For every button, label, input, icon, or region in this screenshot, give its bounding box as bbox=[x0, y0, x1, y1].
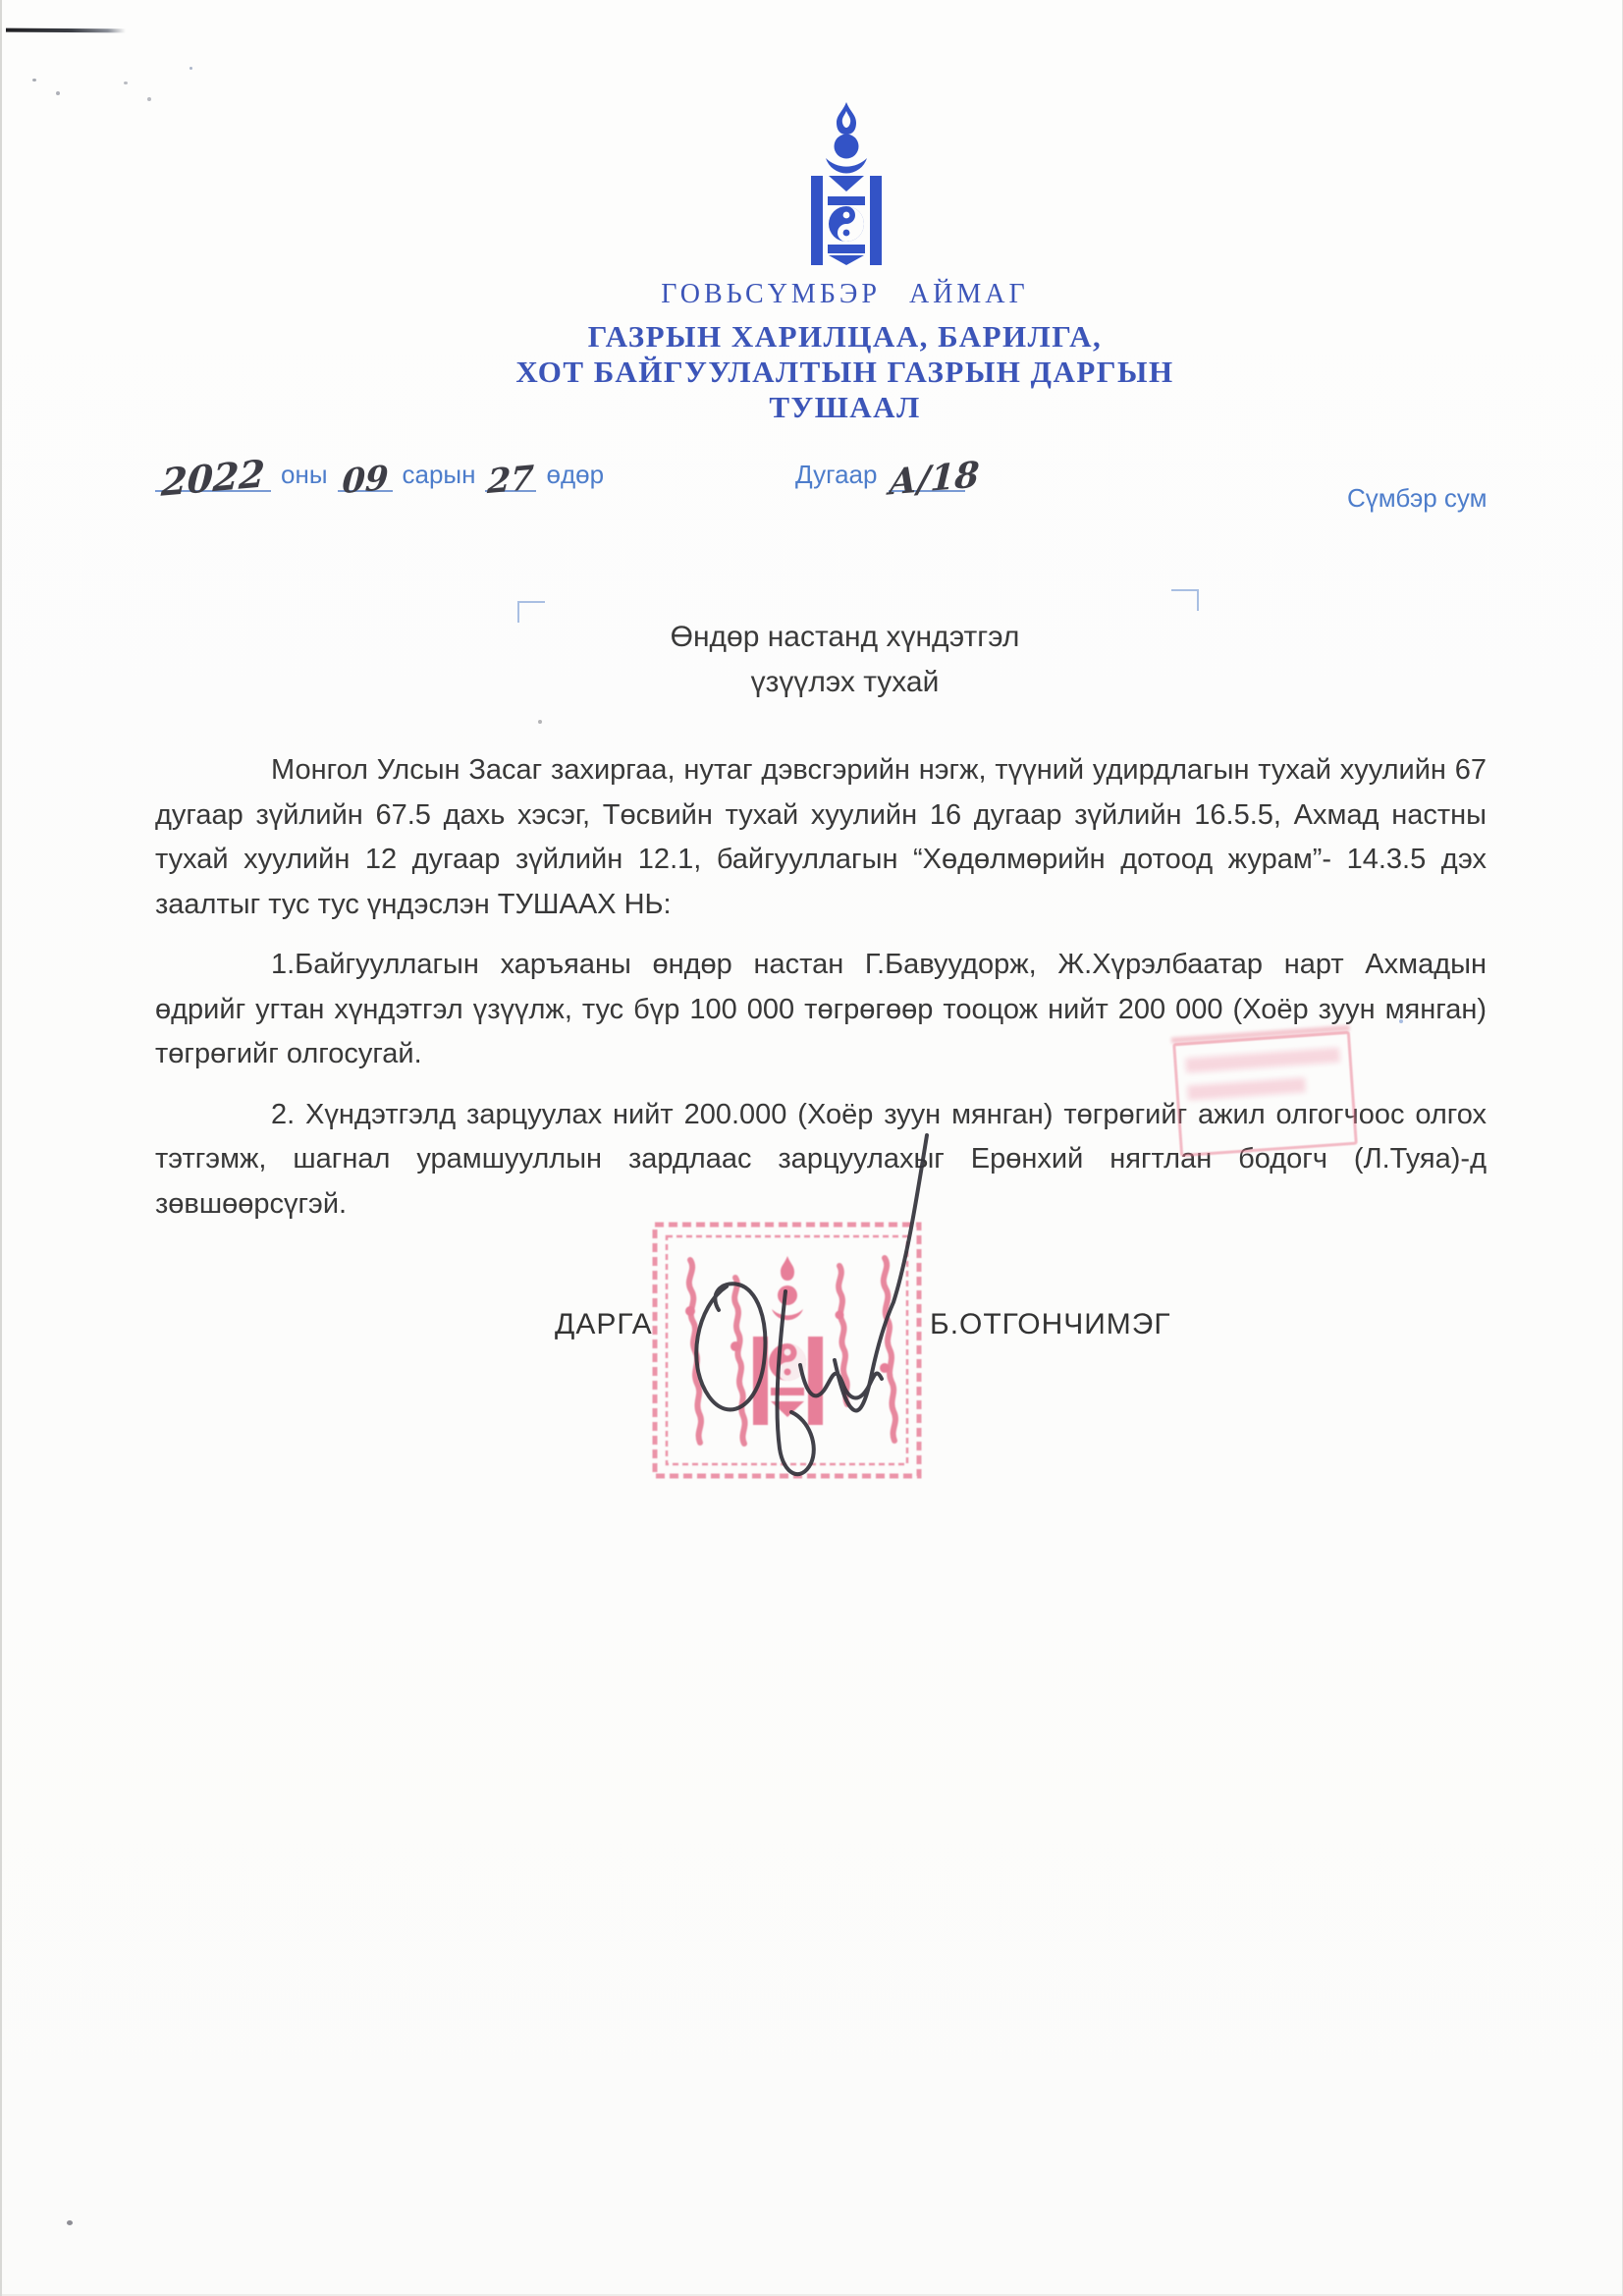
scan-speck bbox=[56, 91, 60, 95]
doc-number-row bbox=[795, 454, 981, 504]
scan-speck bbox=[32, 79, 36, 82]
year-handwritten: 2022 bbox=[160, 451, 266, 505]
day-handwritten: 27 bbox=[486, 458, 536, 503]
year-field bbox=[155, 451, 271, 505]
doc-subject-line2: үзүүлэх тухай bbox=[750, 666, 940, 698]
org-name-line2: ХОТ БАЙГУУЛАЛТЫН ГАЗРЫН ДАРГЫН bbox=[515, 355, 1174, 389]
month-field bbox=[338, 458, 393, 503]
scan-speck bbox=[67, 2220, 73, 2225]
year-label: оны bbox=[281, 460, 328, 489]
doc-number-handwritten: А/18 bbox=[888, 454, 981, 504]
stamp-illegible-text-row bbox=[1187, 1077, 1306, 1100]
month-label: сарын bbox=[402, 460, 476, 489]
month-handwritten: 09 bbox=[340, 458, 390, 503]
doc-number-field bbox=[888, 454, 981, 504]
scan-speck bbox=[147, 97, 151, 101]
scan-speck bbox=[124, 82, 128, 84]
doc-subject-line1: Өндөр настанд хүндэтгэл bbox=[670, 621, 1020, 653]
date-row bbox=[155, 451, 605, 505]
doc-number-label: Дугаар bbox=[795, 460, 878, 489]
scan-speck bbox=[189, 67, 192, 70]
signature-name: Б.ОТГОНЧИМЭГ bbox=[930, 1308, 1171, 1340]
org-name-line1: ГАЗРЫН ХАРИЛЦАА, БАРИЛГА, bbox=[587, 319, 1103, 354]
order-item-1: 1.Байгууллагын харъяаны өндөр настан Г.Бавуудорж, Ж.Хүрэлбаатар нарт Ахмадын өдрийг угтан хүндэтгэл үзүүлж, тус бүр 100 000 төгрөгөөр тооцож нийт 200 000 (Хоёр зуун мянган) төгрөгийг олгосугай. bbox=[155, 949, 1487, 1069]
stamp-illegible-text-row bbox=[1185, 1048, 1340, 1073]
corner-mark-left-icon bbox=[517, 601, 545, 623]
signature-role: ДАРГА bbox=[555, 1308, 653, 1340]
org-location-heading: ГОВЬСҮМБЭР АЙМАГ bbox=[661, 279, 1029, 309]
registration-stamp bbox=[1172, 1031, 1358, 1157]
soyombo-emblem-icon bbox=[797, 101, 895, 265]
scan-artifact-line bbox=[6, 28, 126, 33]
scan-speck bbox=[538, 720, 542, 724]
order-item-2: 2. Хүндэтгэлд зарцуулах нийт 200.000 (Хоёр зуун мянган) төгрөгийг ажил олгогчоос олгох тэтгэмж, шагнал урамшууллын зардлаас зарцуулахыг Ерөнхий нягтлан бодогч (Л.Туяа)-д зөвшөөрсүгэй. bbox=[155, 1098, 1487, 1220]
corner-mark-right-icon bbox=[1171, 589, 1199, 611]
day-label: өдөр bbox=[546, 460, 605, 489]
day-field bbox=[485, 458, 536, 503]
doc-type-heading: ТУШААЛ bbox=[769, 390, 921, 424]
soum-location-label: Сүмбэр сум bbox=[1347, 483, 1488, 513]
preamble-paragraph: Монгол Улсын Засаг захиргаа, нутаг дэвсгэрийн нэгж, түүний удирдлагын тухай хуулийн 67 дугаар зүйлийн 67.5 дахь хэсэг, Төсвийн тухай хуулийн 16 дугаар зүйлийн 16.5.5, Ахмад настны тухай хуулийн 12 дугаар зүйлийн 12.1, байгууллагын “Хөдөлмөрийн дотоод журам”- 14.3.5 дэх заалтыг тус тус үндэслэн ТУШААХ НЬ: bbox=[155, 754, 1487, 920]
